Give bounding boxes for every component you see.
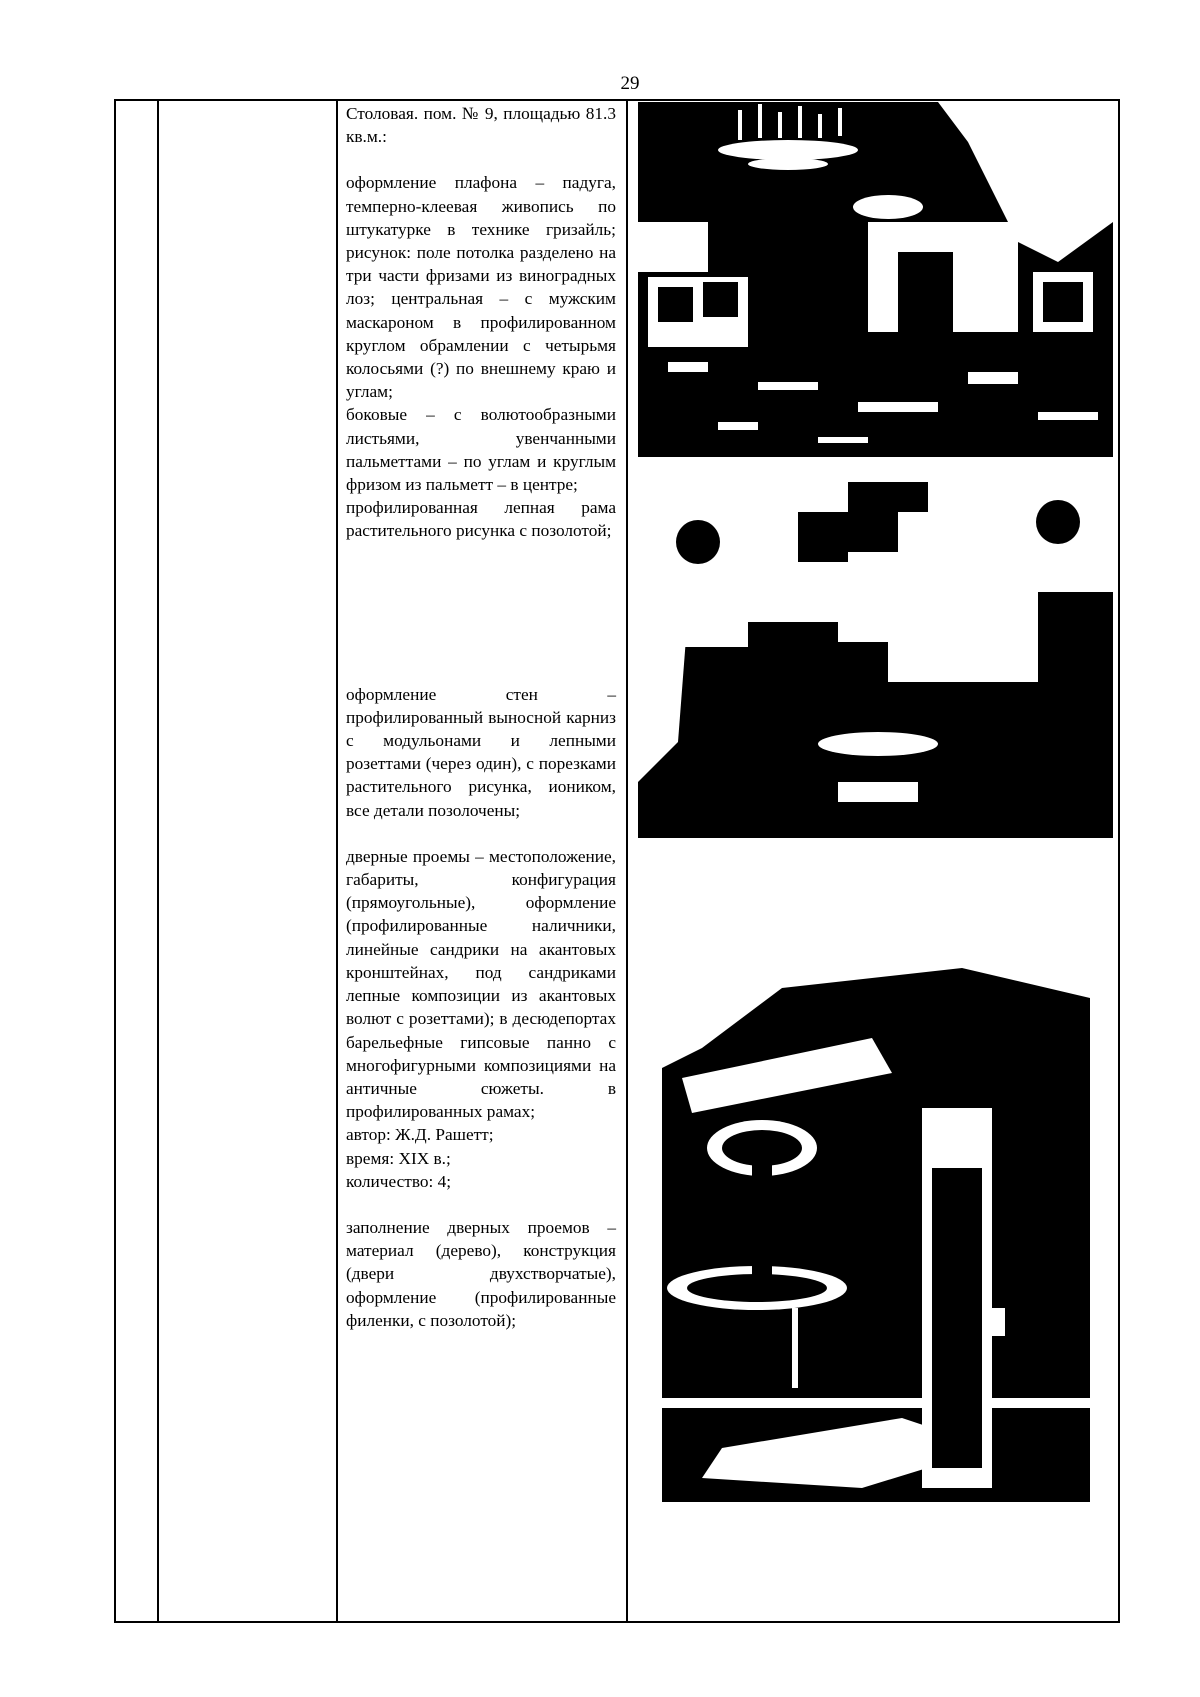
column-divider-2 bbox=[336, 101, 338, 1621]
dining-room-interior-photo bbox=[638, 102, 1113, 457]
room-heading: Столовая. пом. № 9, площадью 81.3 кв.м.: bbox=[346, 104, 616, 147]
walls-description: оформление стен – профилированный выносной карниз с модульонами и лепными розеттами (через один), с порезками растительного рисунка, иоником, все детали позолочены; bbox=[346, 684, 616, 820]
author-line: автор: Ж.Д. Рашетт; bbox=[346, 1125, 494, 1145]
column-divider-1 bbox=[157, 101, 159, 1621]
description-column bbox=[346, 102, 616, 1332]
ceiling-plafond-photo bbox=[638, 482, 1113, 838]
quantity-line: количество: 4; bbox=[346, 1171, 452, 1191]
wall-cornice-door-photo bbox=[662, 928, 1090, 1502]
time-line: время: XIX в.; bbox=[346, 1148, 451, 1168]
door-fill-description: заполнение дверных проемов – материал (дерево), конструкция (двери двухстворчатые), оформление (профилированные филенки, с позолотой); bbox=[346, 1217, 616, 1330]
frame-description: профилированная лепная рама растительного рисунка с позолотой; bbox=[346, 498, 616, 541]
page-number: 29 bbox=[620, 73, 640, 94]
ceiling-description: оформление плафона – падуга, темперно-клеевая живопись по штукатурке в технике гризайль; рисунок: поле потолка разделено на три части фризами из виноградных лоз; центральная – с мужским маскароном в профилированном круглом обрамлении с четырьмя колосьями (?) по внешнему краю и углам; bbox=[346, 173, 616, 402]
doors-description: дверные проемы – местоположение, габариты, конфигурация (прямоугольные), оформление (профилированные наличники, линейные сандрики на акантовых кронштейнах, под сандриками лепные композиции из акантовых волют с розеттами); в десюдепортах барельефные гипсовые панно с многофигурными композициями на античные сюжеты. в профилированных рамах; bbox=[346, 846, 616, 1122]
side-parts-description: боковые – с волютообразными листьями, увенчанными пальметтами – по углам и круглым фризом из пальметт – в центре; bbox=[346, 405, 616, 495]
column-divider-3 bbox=[626, 101, 628, 1621]
